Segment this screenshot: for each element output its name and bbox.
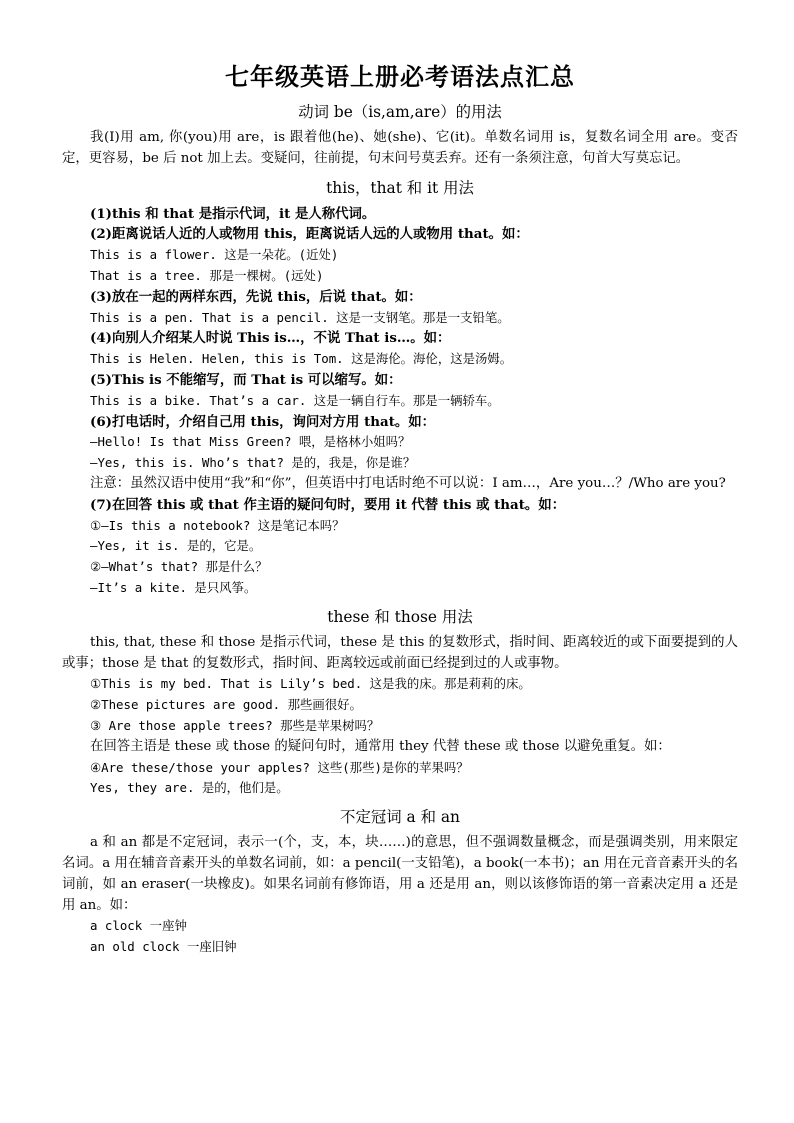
rule-line: (2)距离说话人近的人或物用 this，距离说话人远的人或物用 that。如： (90, 226, 529, 243)
rule-line: (1)this 和 that 是指示代词，it 是人称代词。 (90, 205, 376, 222)
example-line: Yes, they are. 是的，他们是。 (90, 780, 289, 796)
example-line: This is Helen. Helen, this is Tom. 这是海伦。海伦，这是汤姆。 (90, 351, 513, 367)
section-heading: these 和 those 用法 (327, 607, 473, 626)
example-line: ②—What’s that? 那是什么？ (90, 559, 268, 575)
section-heading: 动词 be（is,am,are）的用法 (298, 103, 502, 121)
example-line: ①This is my bed. That is Lily’s bed. 这是我的床。那是莉莉的床。 (90, 676, 531, 692)
note-line: 在回答主语是 these 或 those 的疑问句时，通常用 they 代替 these 或 those 以避免重复。如： (90, 738, 671, 754)
example-line: That is a tree. 那是一棵树。(远处) (90, 267, 324, 283)
example-line: an old clock 一座旧钟 (90, 939, 237, 955)
document-page (62, 60, 738, 958)
section-be-verb (62, 101, 738, 170)
example-line: ③ Are those apple trees? 那些是苹果树吗？ (90, 717, 380, 733)
section-paragraph: 我(I)用 am, 你(you)用 are，is 跟着他(he)、她(she)、它(it)。单数名词用 is，复数名词全用 are。变否定，更容易，be 后 not 加上去。变疑问，往前提，句末问号莫丢弃。还有一条须注意，句首大写莫忘记。 (62, 130, 738, 166)
section-heading: 不定冠词 a 和 an (340, 808, 460, 827)
rule-line: (3)放在一起的两样东西，先说 this，后说 that。如： (90, 288, 422, 305)
example-line: This is a pen. That is a pencil. 这是一支钢笔。那是一支铅笔。 (90, 309, 510, 325)
example-line: ④Are these/those your apples? 这些(那些)是你的苹果吗？ (90, 759, 469, 775)
example-line: —Yes, it is. 是的，它是。 (90, 538, 262, 554)
section-heading: this，that 和 it 用法 (326, 178, 474, 197)
section-these-those (62, 606, 738, 799)
example-line: ①—Is this a notebook? 这是笔记本吗？ (90, 517, 345, 533)
rule-line: (7)在回答 this 或 that 作主语的疑问句时，要用 it 代替 this 或 that。如： (90, 496, 566, 513)
example-line: —Hello! Is that Miss Green? 喂，是格林小姐吗？ (90, 434, 411, 450)
section-articles (62, 806, 738, 958)
example-line: —It’s a kite. 是只风筝。 (90, 579, 257, 595)
page-title: 七年级英语上册必考语法点汇总 (225, 63, 575, 91)
rule-line: (6)打电话时，介绍自己用 this，询问对方用 that。如： (90, 413, 436, 430)
rule-line: (4)向别人介绍某人时说 This is…，不说 That is…。如： (90, 330, 451, 347)
example-line: This is a flower. 这是一朵花。(近处) (90, 247, 339, 263)
section-this-that-it (62, 177, 738, 599)
section-paragraph: a 和 an 都是不定冠词，表示一(个，支，本，块……)的意思，但不强调数量概念，而是强调类别，用来限定名词。a 用在辅音音素开头的单数名词前，如：a pencil(一支铅笔)，a book(一本书)；an 用在元音音素开头的名词前，如 an eraser(一块橡皮)。如果名词前有修饰语，用 a 还是用 an，则以该修饰语的第一音素决定用 a 还是用 an。如： (62, 835, 738, 913)
section-paragraph: this, that, these 和 those 是指示代词，these 是 this 的复数形式，指时间、距离较近的或下面要提到的人或事；those 是 that 的复数形式，指时间、距离较远或前面已经提到过的人或事物。 (62, 634, 738, 671)
example-line: —Yes, this is. Who’s that? 是的，我是，你是谁？ (90, 455, 416, 471)
note-line: 注意：虽然汉语中使用“我”和“你”，但英语中打电话时绝不可以说：I am…，Are you…？/Who are you? (90, 475, 726, 491)
example-line: a clock 一座钟 (90, 918, 187, 934)
example-line: ②These pictures are good. 那些画很好。 (90, 697, 362, 713)
example-line: This is a bike. That’s a car. 这是一辆自行车。那是一辆轿车。 (90, 392, 500, 408)
rule-line: (5)This is 不能缩写，而 That is 可以缩写。如： (90, 371, 402, 388)
